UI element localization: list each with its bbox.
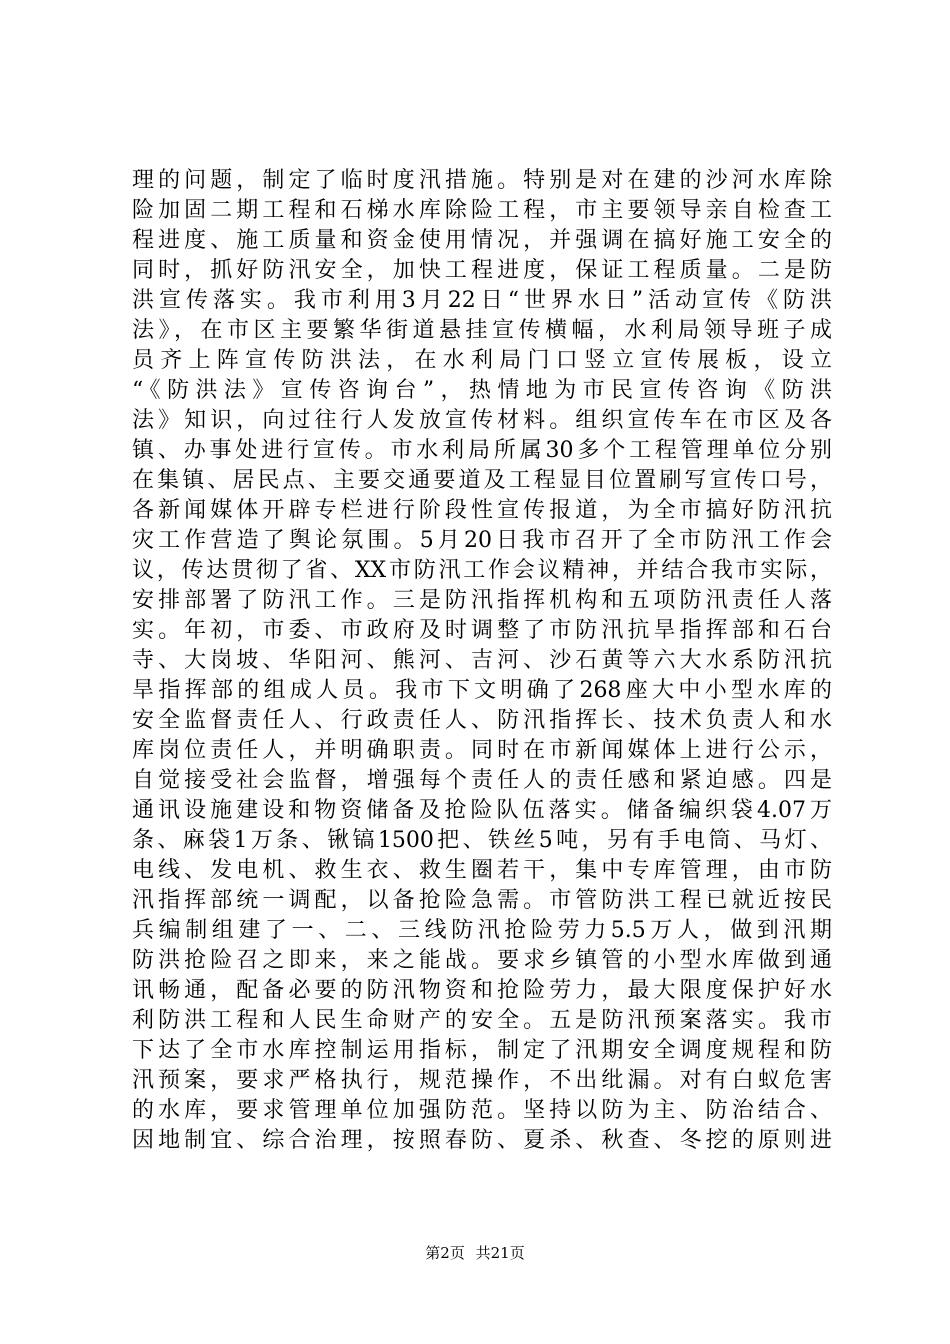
text-line: 的水库，要求管理单位加强防范。坚持以防为主、防治结合、 <box>132 1098 832 1123</box>
text-line: 兵编制组建了一、二、三线防汛抢险劳力5.5万人，做到汛期 <box>132 918 832 943</box>
text-line: 法》，在市区主要繁华街道悬挂宣传横幅，水利局领导班子成 <box>132 318 832 343</box>
page-footer <box>0 1243 950 1263</box>
text-line: 通讯设施建设和物资储备及抢险队伍落实。储备编织袋4.07万 <box>132 798 832 823</box>
text-line: 议，传达贯彻了省、XX市防汛工作会议精神，并结合我市实际， <box>132 558 832 583</box>
text-line: 理的问题，制定了临时度汛措施。特别是对在建的沙河水库除 <box>132 168 832 193</box>
text-line: 实。年初，市委、市政府及时调整了市防汛抗旱指挥部和石台 <box>132 618 832 643</box>
text-line: 洪宣传落实。我市利用3月22日“世界水日”活动宣传《防洪 <box>132 288 832 313</box>
text-line: 各新闻媒体开辟专栏进行阶段性宣传报道，为全市搞好防汛抗 <box>132 498 832 523</box>
text-line: 利防洪工程和人民生命财产的安全。五是防汛预案落实。我市 <box>132 1008 832 1033</box>
text-line: 防洪抢险召之即来，来之能战。要求乡镇管的小型水库做到通 <box>132 948 832 973</box>
text-line: 安排部署了防汛工作。三是防汛指挥机构和五项防汛责任人落 <box>132 588 832 613</box>
text-line: 同时，抓好防汛安全，加快工程进度，保证工程质量。二是防 <box>132 258 832 283</box>
text-line: 讯畅通，配备必要的防汛物资和抢险劳力，最大限度保护好水 <box>132 978 832 1003</box>
text-line: 库岗位责任人，并明确职责。同时在市新闻媒体上进行公示， <box>132 738 832 763</box>
page-number: 第2页 <box>425 1244 465 1262</box>
text-line: 自觉接受社会监督，增强每个责任人的责任感和紧迫感。四是 <box>132 768 832 793</box>
text-line: 灾工作营造了舆论氛围。5月20日我市召开了全市防汛工作会 <box>132 528 832 553</box>
text-line: 因地制宜、综合治理，按照春防、夏杀、秋查、冬挖的原则进 <box>132 1128 832 1153</box>
text-line: 条、麻袋1万条、锹镐1500把、铁丝5吨，另有手电筒、马灯、 <box>132 828 832 853</box>
text-line: 寺、大岗坡、华阳河、熊河、吉河、沙石黄等六大水系防汛抗 <box>132 648 832 673</box>
text-line: 旱指挥部的组成人员。我市下文明确了268座大中小型水库的 <box>132 678 832 703</box>
text-line: 汛预案，要求严格执行，规范操作，不出纰漏。对有白蚁危害 <box>132 1068 832 1093</box>
text-line: “《防洪法》宣传咨询台”，热情地为市民宣传咨询《防洪 <box>132 378 832 403</box>
page-total: 共21页 <box>475 1244 525 1262</box>
text-line: 法》知识，向过往行人发放宣传材料。组织宣传车在市区及各 <box>132 408 832 433</box>
text-line: 镇、办事处进行宣传。市水利局所属30多个工程管理单位分别 <box>132 438 832 463</box>
text-line: 电线、发电机、救生衣、救生圈若干，集中专库管理，由市防 <box>132 858 832 883</box>
text-line: 汛指挥部统一调配，以备抢险急需。市管防洪工程已就近按民 <box>132 888 832 913</box>
text-line: 险加固二期工程和石梯水库除险工程，市主要领导亲自检查工 <box>132 198 832 223</box>
text-line: 下达了全市水库控制运用指标，制定了汛期安全调度规程和防 <box>132 1038 832 1063</box>
text-line: 员齐上阵宣传防洪法，在水利局门口竖立宣传展板，设立 <box>132 348 832 373</box>
text-line: 在集镇、居民点、主要交通要道及工程显目位置刷写宣传口号， <box>132 468 832 493</box>
body-text <box>132 166 832 1156</box>
text-line: 程进度、施工质量和资金使用情况，并强调在搞好施工安全的 <box>132 228 832 253</box>
text-line: 安全监督责任人、行政责任人、防汛指挥长、技术负责人和水 <box>132 708 832 733</box>
